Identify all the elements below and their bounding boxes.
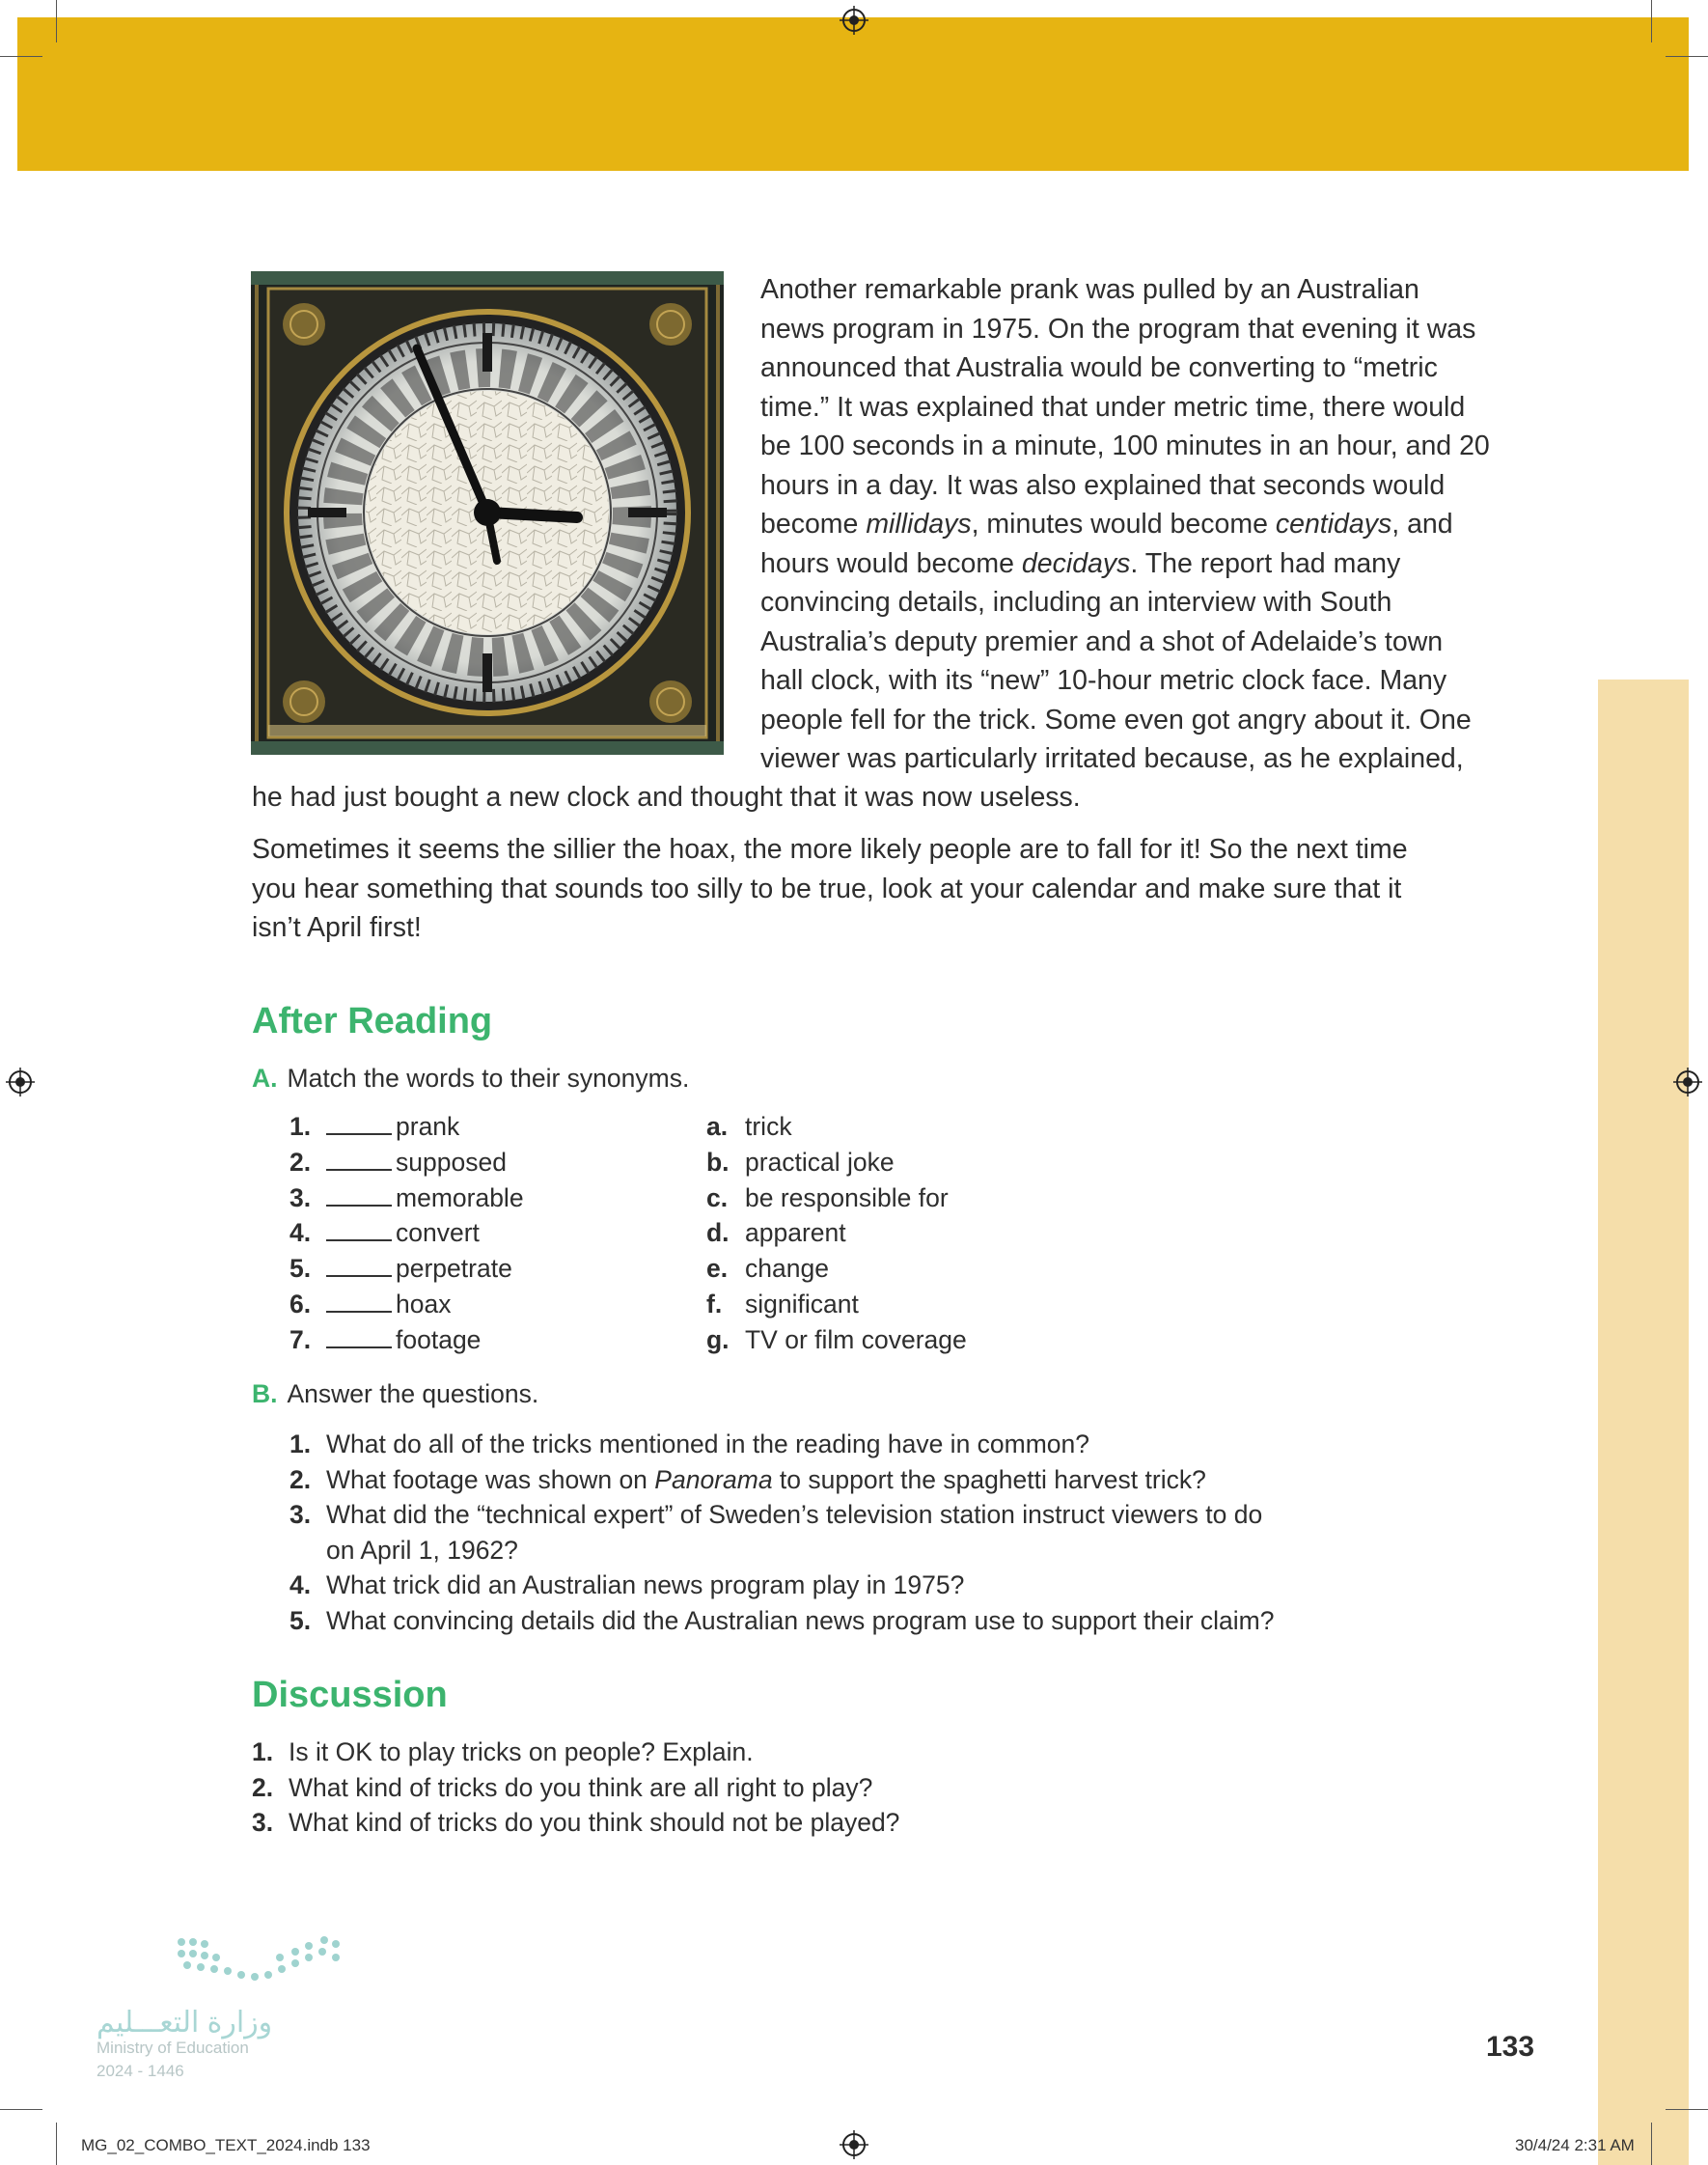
section-b-instruction <box>252 1379 538 1409</box>
after-reading-heading: After Reading <box>252 1001 493 1041</box>
registration-mark-icon <box>1673 1068 1702 1096</box>
registration-mark-icon <box>840 6 868 35</box>
side-color-band <box>1598 680 1689 2165</box>
instruction-text: Answer the questions. <box>287 1379 539 1408</box>
ministry-name-english: Ministry of Education <box>96 2039 249 2057</box>
synonyms-list <box>706 1112 967 1361</box>
list-item: d. apparent <box>706 1218 846 1248</box>
article-line: news program in 1975. On the program that evening it was <box>760 313 1476 345</box>
list-item: on April 1, 1962? <box>326 1535 518 1565</box>
clock-tower-photo <box>251 271 724 755</box>
list-item: a. trick <box>706 1112 792 1141</box>
list-item: f. significant <box>706 1289 859 1318</box>
crop-mark <box>1666 56 1708 57</box>
article-line: announced that Australia would be converting to “metric <box>760 352 1438 383</box>
list-item: 2. What kind of tricks do you think are all right to play? <box>252 1772 873 1802</box>
answer-blank[interactable] <box>326 1112 392 1135</box>
list-item: 1. What do all of the tricks mentioned in the reading have in common? <box>289 1429 1090 1458</box>
answer-blank[interactable] <box>326 1218 392 1241</box>
list-item: 5. perpetrate <box>289 1254 512 1284</box>
article-line: Another remarkable prank was pulled by an Australian <box>760 274 1419 305</box>
article-line: people fell for the trick. Some even got angry about it. One <box>760 704 1472 736</box>
crop-mark <box>0 2109 42 2110</box>
article-line: hall clock, with its “new” 10-hour metric clock face. Many <box>760 665 1447 696</box>
crop-mark <box>0 56 42 57</box>
article-line: he had just bought a new clock and thought that it was now useless. <box>252 782 1081 813</box>
list-item: 1. Is it OK to play tricks on people? Explain. <box>252 1737 754 1766</box>
answer-blank[interactable] <box>326 1325 392 1348</box>
answer-blank[interactable] <box>326 1290 392 1313</box>
list-item: 2. What footage was shown on Panorama to support the spaghetti harvest trick? <box>289 1464 1206 1494</box>
list-item: 2. supposed <box>289 1147 507 1177</box>
list-item: 3. memorable <box>289 1182 524 1212</box>
list-item: 6. hoax <box>289 1289 452 1318</box>
match-words-list <box>289 1112 524 1361</box>
list-item: 4. convert <box>289 1218 480 1248</box>
list-item: 5. What convincing details did the Australian news program use to support their claim? <box>289 1605 1275 1635</box>
section-letter: B. <box>252 1379 278 1408</box>
article-line: Sometimes it seems the sillier the hoax, the more likely people are to fall for it! So the next time <box>252 834 1408 865</box>
article-line: you hear something that sounds too silly to be true, look at your calendar and make sure that it <box>252 873 1402 904</box>
section-letter: A. <box>252 1064 278 1093</box>
crop-mark <box>56 2123 57 2165</box>
crop-mark <box>56 0 57 42</box>
article-line: be 100 seconds in a minute, 100 minutes in an hour, and 20 <box>760 430 1490 461</box>
crop-mark <box>1651 2123 1652 2165</box>
list-item: 4. What trick did an Australian news program play in 1975? <box>289 1570 965 1600</box>
ministry-year: 2024 - 1446 <box>96 2062 184 2080</box>
answer-blank[interactable] <box>326 1148 392 1171</box>
closing-paragraph <box>252 830 1506 948</box>
answer-blank[interactable] <box>326 1183 392 1207</box>
list-item: 7. footage <box>289 1324 482 1354</box>
page-number: 133 <box>1486 2031 1535 2063</box>
discussion-list <box>252 1737 899 1844</box>
list-item: c. be responsible for <box>706 1182 949 1212</box>
article-wrap-paragraph <box>760 270 1503 779</box>
ministry-name-arabic: وزارة التعـــليم <box>96 2007 273 2039</box>
list-item: e. change <box>706 1254 829 1284</box>
list-item: 3. What kind of tricks do you think should not be played? <box>252 1808 900 1838</box>
list-item: 1. prank <box>289 1112 460 1141</box>
list-item: 3. What did the “technical expert” of Sweden’s television station instruct viewers to do <box>289 1500 1263 1530</box>
article-line: Australia’s deputy premier and a shot of Adelaide’s town <box>760 625 1444 657</box>
instruction-text: Match the words to their synonyms. <box>287 1064 690 1093</box>
section-a-instruction <box>252 1064 689 1094</box>
discussion-heading: Discussion <box>252 1675 448 1715</box>
registration-mark-icon <box>6 1068 35 1096</box>
article-line: viewer was particularly irritated because, as he explained, <box>760 743 1464 774</box>
article-line: hours in a day. It was also explained that seconds would <box>760 469 1446 501</box>
article-line: time.” It was explained that under metric time, there would <box>760 391 1466 423</box>
registration-mark-icon <box>840 2130 868 2159</box>
crop-mark <box>1666 2109 1708 2110</box>
footer-timestamp: 30/4/24 2:31 AM <box>1515 2136 1635 2154</box>
crop-mark <box>1651 0 1652 42</box>
list-item: g. TV or film coverage <box>706 1324 967 1354</box>
article-line: isn’t April first! <box>252 912 422 943</box>
answer-blank[interactable] <box>326 1254 392 1277</box>
list-item: b. practical joke <box>706 1147 895 1177</box>
footer-file-info: MG_02_COMBO_TEXT_2024.indb 133 <box>81 2136 371 2154</box>
article-line: convincing details, including an interview with South <box>760 587 1392 618</box>
questions-list <box>289 1429 1274 1642</box>
ministry-logo-icon <box>174 1934 347 1992</box>
top-color-band <box>17 17 1689 171</box>
article-line: become millidays, minutes would become centidays, and <box>760 509 1453 540</box>
article-line: hours would become decidays. The report had many <box>760 547 1401 579</box>
